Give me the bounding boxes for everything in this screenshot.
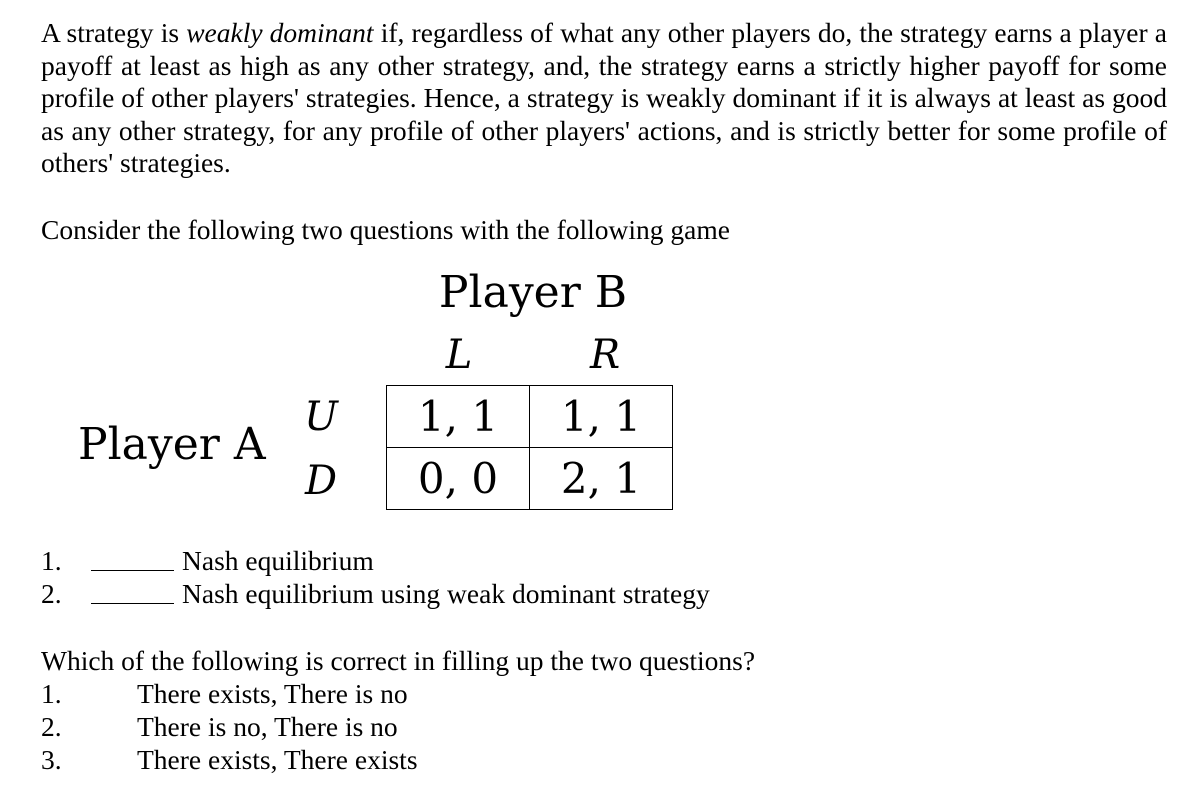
question-text: Nash equilibrium using weak dominant strategy [182, 578, 710, 609]
answer-blank [91, 570, 174, 571]
weakly-dominant-term: weakly dominant [186, 17, 374, 48]
payoff-cell-u-l: 1, 1 [387, 386, 530, 448]
question-number: 1. [41, 545, 62, 576]
column-player-label: Player B [438, 267, 628, 318]
intro-text-rest: if, regardless of what any other players do, the strategy earns a player a payoff at least as high as any other strategy, and, the strategy earns a strictly higher payoff for some profile of other players' strategies. Hence, a strategy is weakly dominant if it is always at least as good as any other strategy, for any profile of other players' actions, and is strictly better for some profile of others' strategies. [41, 17, 1167, 178]
row-strategy-u: U [304, 394, 338, 440]
option-text: There exists, There is no [137, 678, 408, 709]
option-text: There exists, There exists [137, 744, 418, 775]
option-number: 2. [41, 711, 62, 742]
payoff-matrix [386, 385, 673, 510]
column-strategy-r: R [589, 332, 621, 378]
payoff-row-d [387, 448, 673, 510]
question-number: 2. [41, 578, 62, 609]
intro-text-start: A strategy is [41, 17, 187, 48]
option-number: 1. [41, 678, 62, 709]
column-strategy-l: L [445, 332, 473, 378]
option-number: 3. [41, 744, 62, 775]
payoff-cell-d-l: 0, 0 [387, 448, 530, 510]
payoff-cell-u-r: 1, 1 [530, 386, 673, 448]
options-prompt: Which of the following is correct in filling up the two questions? [41, 645, 756, 676]
option-text: There is no, There is no [137, 711, 398, 742]
payoff-row-u [387, 386, 673, 448]
payoff-cell-d-r: 2, 1 [530, 448, 673, 510]
consider-line: Consider the following two questions with the following game [41, 214, 730, 245]
answer-blank [91, 603, 174, 604]
row-strategy-d: D [304, 458, 338, 504]
question-text: Nash equilibrium [182, 545, 374, 576]
intro-paragraph [41, 17, 1167, 180]
row-player-label: Player A [78, 419, 266, 470]
